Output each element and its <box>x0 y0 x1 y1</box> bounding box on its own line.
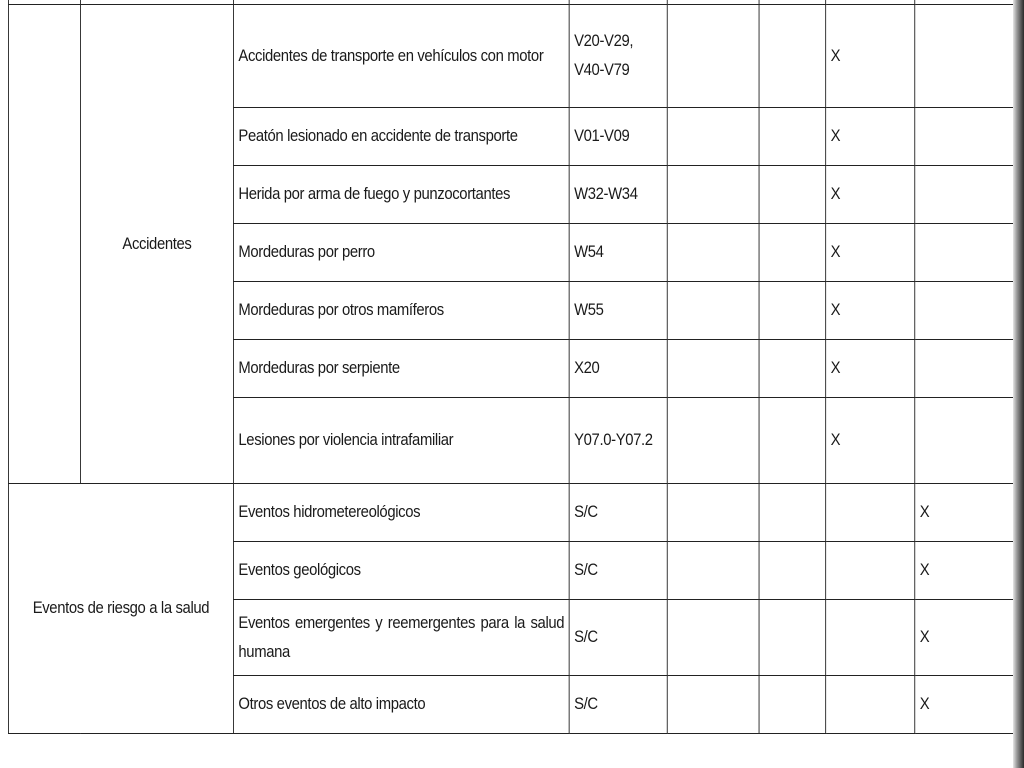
group-label-accidentes: Accidentes <box>80 5 233 484</box>
mark-cell <box>667 5 759 108</box>
mark-cell: X <box>826 340 915 398</box>
mark-cell <box>759 484 826 542</box>
event-description: Mordeduras por otros mamíferos <box>233 282 569 340</box>
mark-cell: X <box>826 108 915 166</box>
event-description: Mordeduras por serpiente <box>233 340 569 398</box>
table-row <box>8 5 1013 108</box>
event-code: W55 <box>569 282 667 340</box>
epidemiology-table <box>8 0 1014 734</box>
mark-cell <box>667 484 759 542</box>
mark-cell <box>759 398 826 484</box>
mark-cell <box>915 5 1014 108</box>
mark-cell <box>826 676 915 734</box>
mark-cell: X <box>915 484 1014 542</box>
event-description: Eventos geológicos <box>233 542 569 600</box>
event-description: Herida por arma de fuego y punzocortantes <box>233 166 569 224</box>
mark-cell <box>915 108 1014 166</box>
mark-cell <box>667 676 759 734</box>
mark-cell <box>826 542 915 600</box>
mark-cell: X <box>826 224 915 282</box>
mark-cell: X <box>826 5 915 108</box>
event-description: Eventos hidrometereológicos <box>233 484 569 542</box>
mark-cell: X <box>915 676 1014 734</box>
mark-cell: X <box>826 166 915 224</box>
event-code: X20 <box>569 340 667 398</box>
mark-cell <box>759 108 826 166</box>
mark-cell <box>759 5 826 108</box>
mark-cell <box>759 600 826 676</box>
table-row <box>8 484 1013 542</box>
mark-cell: X <box>915 542 1014 600</box>
event-description: Otros eventos de alto impacto <box>233 676 569 734</box>
group-spacer-cell <box>8 5 80 484</box>
mark-cell <box>759 224 826 282</box>
event-code: V01-V09 <box>569 108 667 166</box>
event-code: S/C <box>569 600 667 676</box>
mark-cell <box>826 484 915 542</box>
mark-cell <box>915 340 1014 398</box>
event-description: Lesiones por violencia intrafamiliar <box>233 398 569 484</box>
event-description: Mordeduras por perro <box>233 224 569 282</box>
mark-cell <box>667 340 759 398</box>
event-code: V20-V29, V40-V79 <box>569 5 667 108</box>
mark-cell <box>915 398 1014 484</box>
mark-cell <box>759 340 826 398</box>
mark-cell <box>915 166 1014 224</box>
mark-cell: X <box>826 398 915 484</box>
mark-cell <box>667 542 759 600</box>
mark-cell <box>667 224 759 282</box>
event-code: S/C <box>569 676 667 734</box>
mark-cell <box>667 398 759 484</box>
event-description: Accidentes de transporte en vehículos con motor <box>233 5 569 108</box>
mark-cell <box>915 282 1014 340</box>
mark-cell <box>667 166 759 224</box>
mark-cell <box>667 282 759 340</box>
mark-cell <box>759 542 826 600</box>
event-code: S/C <box>569 484 667 542</box>
event-code: W32-W34 <box>569 166 667 224</box>
event-description: Peatón lesionado en accidente de transporte <box>233 108 569 166</box>
mark-cell <box>759 166 826 224</box>
event-description: Eventos emergentes y reemergentes para la salud humana <box>233 600 569 676</box>
mark-cell: X <box>915 600 1014 676</box>
event-code: W54 <box>569 224 667 282</box>
mark-cell <box>826 600 915 676</box>
page-edge-shadow <box>1013 0 1024 768</box>
mark-cell <box>759 676 826 734</box>
mark-cell <box>667 108 759 166</box>
mark-cell <box>915 224 1014 282</box>
mark-cell <box>667 600 759 676</box>
mark-cell <box>759 282 826 340</box>
event-code: Y07.0-Y07.2 <box>569 398 667 484</box>
mark-cell: X <box>826 282 915 340</box>
group-label-eventos-riesgo: Eventos de riesgo a la salud <box>8 484 233 734</box>
event-code: S/C <box>569 542 667 600</box>
